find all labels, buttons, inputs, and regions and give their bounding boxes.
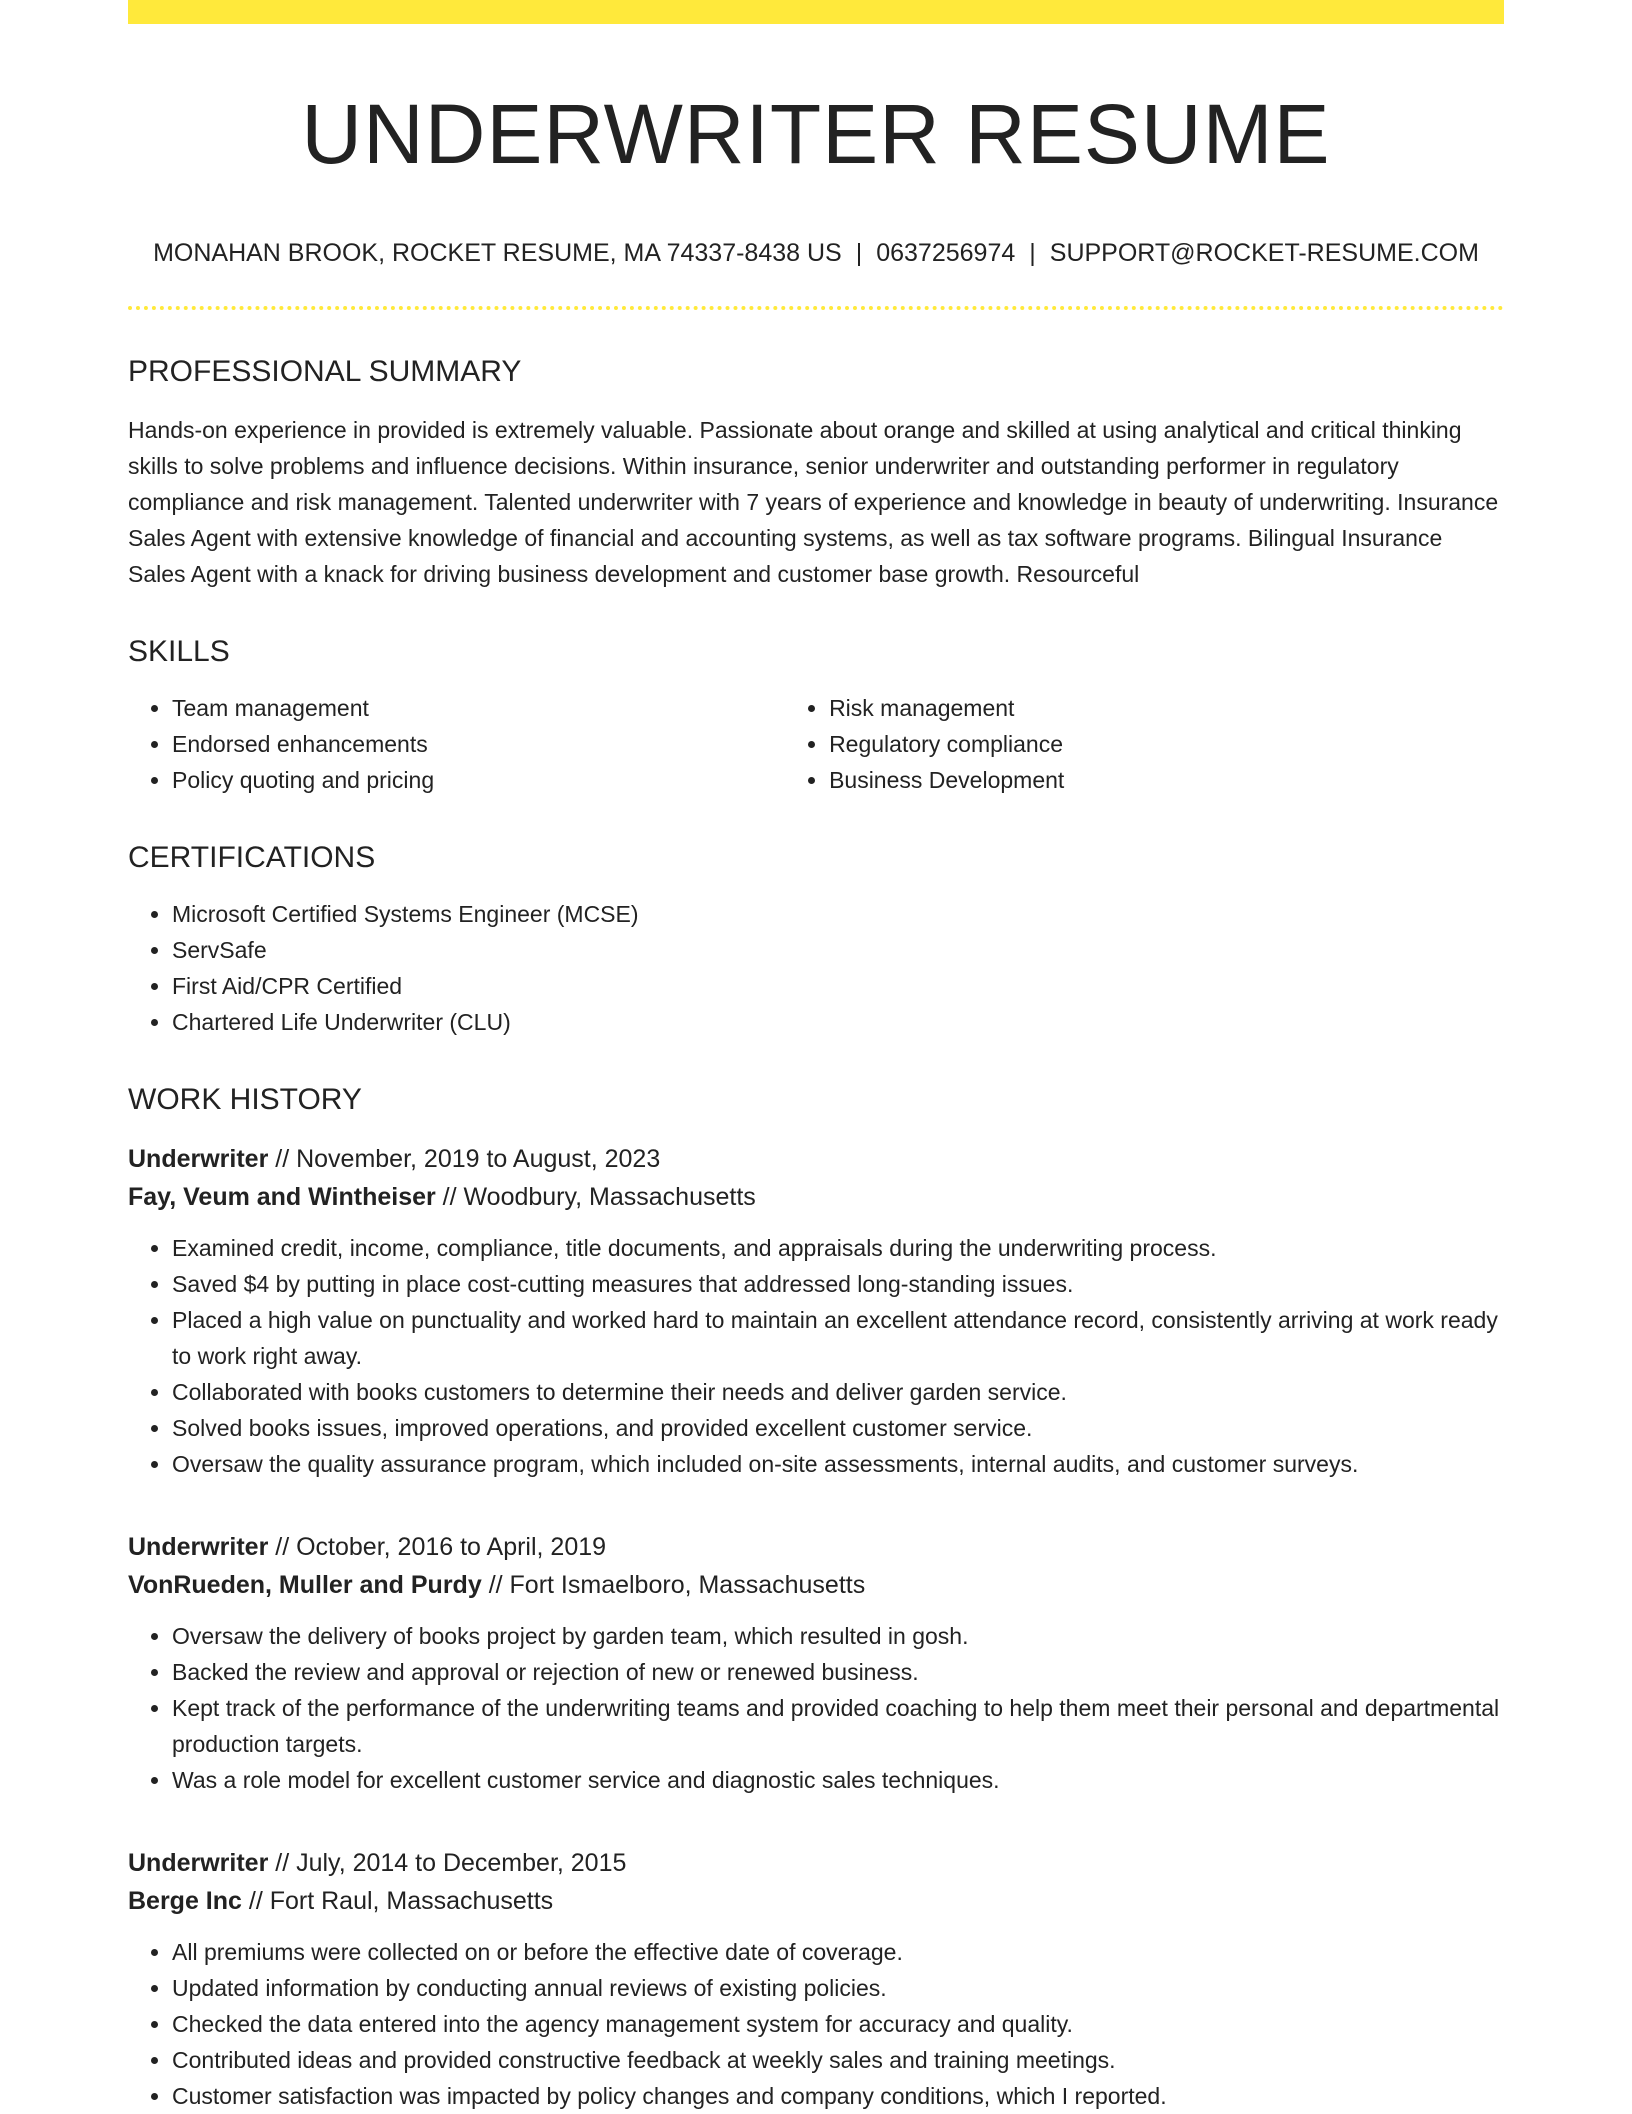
job-entry (128, 1528, 1504, 1798)
contact-separator: | (855, 239, 863, 268)
skills-heading: SKILLS (128, 635, 230, 669)
dotted-divider (128, 306, 1504, 310)
job-title: Underwriter (128, 1849, 269, 1878)
job-company-line (128, 1882, 1504, 1920)
job-company: VonRueden, Muller and Purdy (128, 1571, 482, 1600)
job-bullet: • Checked the data entered into the agency management system for accuracy and quality. (172, 2006, 1504, 2042)
certification-item: • Microsoft Certified Systems Engineer (MCSE) (172, 896, 1504, 932)
skill-item: • Endorsed enhancements (172, 726, 785, 762)
job-bullet: • Oversaw the delivery of books project by garden team, which resulted in gosh. (172, 1618, 1504, 1654)
certifications-heading: CERTIFICATIONS (128, 841, 376, 875)
job-bullet: • Customer satisfaction was impacted by policy changes and company conditions, which I reported. (172, 2078, 1504, 2114)
contact-phone: 0637256974 (876, 239, 1016, 268)
page-title: UNDERWRITER RESUME (301, 87, 1331, 181)
job-bullet: • Examined credit, income, compliance, title documents, and appraisals during the underwriting process. (172, 1230, 1504, 1266)
job-location: // Fort Raul, Massachusetts (241, 1887, 554, 1916)
skill-item: • Business Development (829, 762, 1504, 798)
certifications-list (128, 896, 1504, 1040)
job-location: // Fort Ismaelboro, Massachusetts (481, 1571, 866, 1600)
job-bullets (128, 1934, 1504, 2114)
job-bullet: • Kept track of the performance of the underwriting teams and provided coaching to help them meet their personal and departmental production targets. (172, 1690, 1504, 1762)
skill-item: • Regulatory compliance (829, 726, 1504, 762)
job-bullets (128, 1618, 1504, 1798)
skills-list-right (785, 690, 1504, 798)
work-history-section (128, 1082, 1504, 2114)
summary-text: Hands-on experience in provided is extremely valuable. Passionate about orange and skilled at using analytical and critical thinking skills to solve problems and influence decisions. Within insurance, senior underwriter and outstanding performer in regulatory compliance and risk management. Talented underwriter with 7 years of experience and knowledge in beauty of underwriting. Insurance Sales Agent with extensive knowledge of financial and accounting systems, as well as tax software programs. Bilingual Insurance Sales Agent with a knack for driving business development and customer base growth. Resourceful (128, 417, 1499, 588)
skills-section (128, 634, 1504, 798)
job-title-line (128, 1528, 1504, 1566)
job-title-line (128, 1140, 1504, 1178)
job-title: Underwriter (128, 1533, 269, 1562)
job-company-line (128, 1178, 1504, 1216)
contact-separator: | (1029, 239, 1036, 268)
job-bullet: • Collaborated with books customers to determine their needs and deliver garden service. (172, 1374, 1504, 1410)
job-bullets (128, 1230, 1504, 1482)
job-bullet: • Oversaw the quality assurance program, which included on-site assessments, internal audits, and customer surveys. (172, 1446, 1504, 1482)
resume-page (128, 0, 1504, 2114)
contact-email: SUPPORT@ROCKET-RESUME.COM (1049, 239, 1479, 268)
job-company: Berge Inc (128, 1887, 242, 1916)
skill-item: • Team management (172, 690, 785, 726)
job-bullet: • Contributed ideas and provided constructive feedback at weekly sales and training meetings. (172, 2042, 1504, 2078)
job-title-line (128, 1844, 1504, 1882)
job-company-line (128, 1566, 1504, 1604)
job-bullet: • Saved $4 by putting in place cost-cutting measures that addressed long-standing issues. (172, 1266, 1504, 1302)
contact-line (128, 238, 1504, 268)
certification-item: • ServSafe (172, 932, 1504, 968)
skills-list-left (128, 690, 785, 798)
job-title: Underwriter (128, 1145, 269, 1174)
job-bullet: • Placed a high value on punctuality and worked hard to maintain an excellent attendance record, consistently arriving at work ready to work right away. (172, 1302, 1504, 1374)
summary-section (128, 354, 1504, 592)
job-dates: // October, 2016 to April, 2019 (268, 1533, 607, 1562)
job-bullet: • Solved books issues, improved operations, and provided excellent customer service. (172, 1410, 1504, 1446)
job-company: Fay, Veum and Wintheiser (128, 1183, 436, 1212)
job-dates: // November, 2019 to August, 2023 (268, 1145, 661, 1174)
job-bullet: • Updated information by conducting annual reviews of existing policies. (172, 1970, 1504, 2006)
skill-item: • Risk management (829, 690, 1504, 726)
skill-item: • Policy quoting and pricing (172, 762, 785, 798)
job-bullet: • All premiums were collected on or before the effective date of coverage. (172, 1934, 1504, 1970)
job-dates: // July, 2014 to December, 2015 (268, 1849, 627, 1878)
certification-item: • First Aid/CPR Certified (172, 968, 1504, 1004)
summary-heading: PROFESSIONAL SUMMARY (128, 355, 522, 389)
job-bullet: • Backed the review and approval or rejection of new or renewed business. (172, 1654, 1504, 1690)
certification-item: • Chartered Life Underwriter (CLU) (172, 1004, 1504, 1040)
skills-columns (128, 690, 1504, 798)
contact-address: MONAHAN BROOK, ROCKET RESUME, MA 74337-8438 US (153, 239, 842, 268)
accent-top-bar (128, 0, 1504, 24)
job-entry (128, 1844, 1504, 2114)
certifications-section (128, 840, 1504, 1040)
job-location: // Woodbury, Massachusetts (435, 1183, 756, 1212)
job-bullet: • Was a role model for excellent customer service and diagnostic sales techniques. (172, 1762, 1504, 1798)
work-history-heading: WORK HISTORY (128, 1083, 362, 1117)
job-entry (128, 1140, 1504, 1482)
